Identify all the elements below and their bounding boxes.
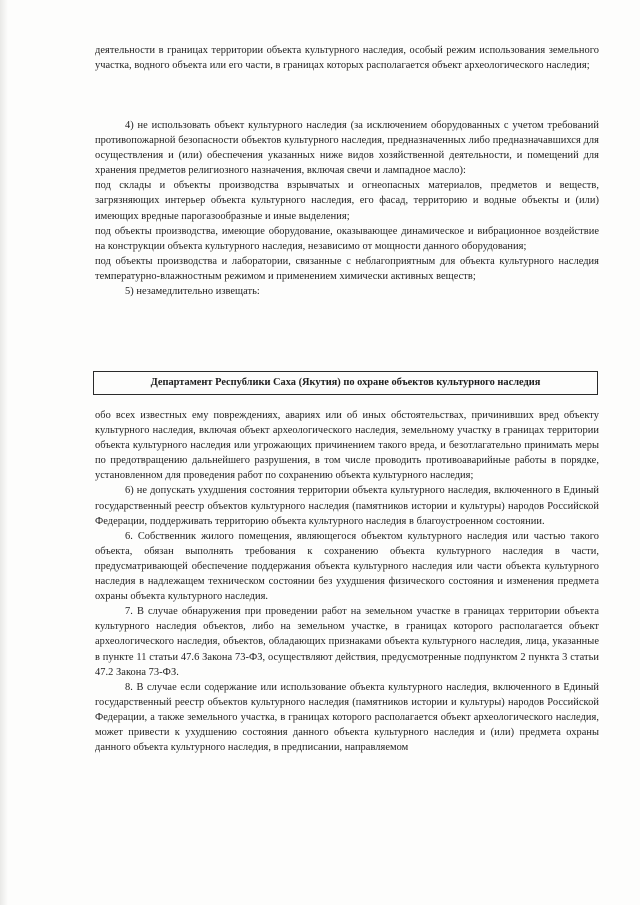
paragraph-item-5: 5) незамедлительно извещать: [125, 286, 260, 298]
paragraph-damage: обо всех известных ему повреждениях, авариях или об иных обстоятельствах, причинивших вред объекту культурного наследия, включая объект археологического наследия, земельному участку в границах территории объекта культурного наследия или угрожающих причинением такого вреда, и безотлагательно принимать меры по предотвращению дальнейшего разрушения, в том числе проводить противоаварийные работы в порядке, установленном для проведения работ по сохранению объекта культурного наследия; [95, 410, 599, 482]
paragraph: деятельности в границах территории объекта культурного наследия, особый режим использования земельного участка, водного объекта или его части, в границах которых располагается объект археологического наследия; [95, 45, 599, 72]
paragraph-section-8: 8. В случае если содержание или использование объекта культурного наследия, включенного в Единый государственный реестр объектов культурного наследия (памятников истории и культуры) народов Российской Федерации, а также земельного участка, в границах которого располагается объект археологического наследия, может привести к ухудшению состояния данного объекта культурного наследия и (или) предмета охраны данного объекта культурного наследия, в предписании, направляемом [95, 681, 599, 754]
paragraph-item-4: 4) не использовать объект культурного наследия (за исключением оборудованных с учетом требований противопожарной безопасности объектов культурного наследия, предназначенных либо предназначавшихся для осуществления и (или) обеспечения указанных ниже видов хозяйственной деятельности, и помещений для хранения предметов религиозного назначения, включая свечи и лампадное масло): [95, 120, 599, 177]
department-banner: Департамент Республики Саха (Якутия) по охране объектов культурного наследия [93, 371, 598, 395]
paragraph-section-7: 7. В случае обнаружения при проведении работ на земельном участке в границах территории объекта культурного наследия объектов, либо на земельном участке, в границах которого располагается объект археологического наследия, объектов, обладающих признаками объекта культурного наследия, лица, указанные в пункте 11 статьи 47.6 Закона 73-ФЗ, осуществляют действия, предусмотренные подпунктом 2 пункта 3 статьи 47.2 Закона 73-ФЗ. [95, 606, 599, 678]
paragraph-laboratories: под объекты производства и лаборатории, связанные с неблагоприятным для объекта культурного наследия температурно-влажностным режимом и применением химически активных веществ; [95, 255, 599, 282]
paragraph-item-6: 6) не допускать ухудшения состояния территории объекта культурного наследия, включенного в Единый государственный реестр объектов культурного наследия (памятников истории и культуры) народов Российской Федерации, поддерживать территорию объекта культурного наследия в благоустроенном состоянии. [95, 485, 599, 527]
paragraph-production: под объекты производства, имеющие оборудование, оказывающее динамическое и вибрационное воздействие на конструкции объекта культурного наследия, независимо от мощности данного оборудования; [95, 225, 599, 252]
paragraph-section-6: 6. Собственник жилого помещения, являющегося объектом культурного наследия или частью такого объекта, обязан выполнять требования к сохранению объекта культурного наследия в части, предусматривающей обеспечение поддержания объекта культурного наследия или части объекта культурного наследия в надлежащем техническом состоянии без ухудшения физического состояния и изменения предмета охраны объекта культурного наследия. [95, 530, 599, 603]
paragraph-warehouses: под склады и объекты производства взрывчатых и огнеопасных материалов, предметов и веществ, загрязняющих интерьер объекта культурного наследия, его фасад, территорию и водные объекты и (или) имеющих вредные парогазообразные и иные выделения; [95, 180, 599, 222]
text-block-item-4-5 [95, 118, 599, 299]
scan-edge [0, 0, 8, 905]
text-block-top [95, 43, 599, 73]
text-block-bottom [95, 408, 599, 755]
